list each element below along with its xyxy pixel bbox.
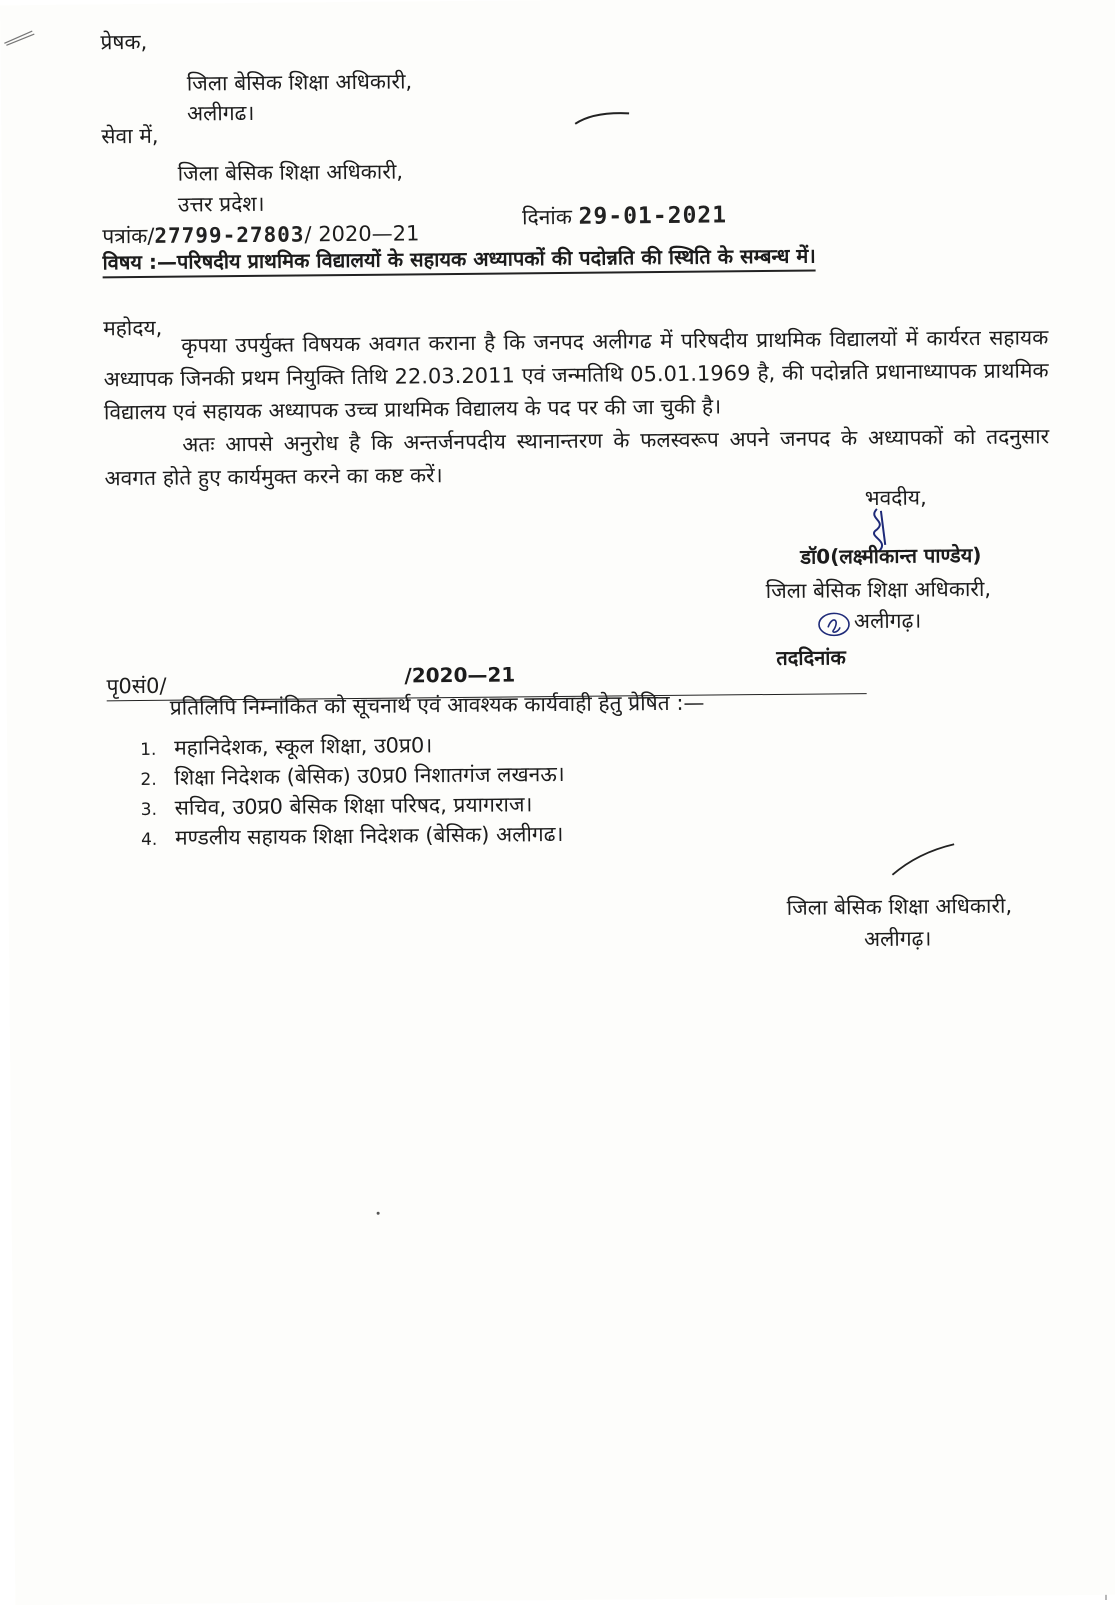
recipient-place: उत्तर प्रदेश। [177, 191, 265, 217]
endorsement-label: पृ0सं0 [106, 673, 160, 699]
subject-line: विषय :—परिषदीय प्राथमिक विद्यालयों के सहायक अध्यापकों की पदोन्नति की स्थिति के सम्बन्ध में। [102, 242, 816, 279]
signatory-place: अलीगढ़। [853, 608, 922, 634]
initial-circle-mark [816, 609, 852, 639]
sender-label: प्रेषक, [100, 29, 148, 55]
sender-designation: जिला बेसिक शिक्षा अधिकारी, [186, 69, 413, 96]
reference-year: 2020—21 [318, 221, 420, 247]
footer-designation: जिला बेसिक शिक्षा अधिकारी, [786, 893, 1013, 920]
body-paragraph-2: अतः आपसे अनुरोध है कि अन्तर्जनपदीय स्थानान्तरण के फलस्वरूप अपने जनपद के अध्यापकों को तदनुसार अवगत होते हुए कार्यमुक्त करने का कष्ट करें। [104, 424, 1050, 491]
date-row [522, 201, 727, 231]
salutation: महोदय, [103, 315, 163, 341]
body-paragraph-1: कृपया उपर्युक्त विषयक अवगत कराना है कि जनपद अलीगढ में परिषदीय प्राथमिक विद्यालयों में कार्यरत सहायक अध्यापक जिनकी प्रथम नियुक्ति तिथि 22.03.2011 एवं जन्मतिथि 05.01.1969 है, की पदोन्नति प्रधानाध्यापक प्राथमिक विद्यालय एवं सहायक अध्यापक उच्च प्राथमिक विद्यालय के पद पर की जा चुकी है। [103, 325, 1049, 425]
copy-list-item [141, 790, 533, 824]
endorsement-date-label: तददिनांक [776, 645, 846, 670]
signatory-name: डॉ0(लक्ष्मीकान्त पाण्डेय) [800, 542, 982, 569]
copy-list-number: 3. [140, 799, 158, 821]
copy-list-text: मण्डलीय सहायक शिक्षा निदेशक (बेसिक) अलीगढ। [174, 821, 564, 850]
copy-list-item [140, 760, 565, 794]
closing-text: भवदीय, [864, 485, 927, 511]
endorsement-year: /2020—21 [404, 662, 516, 688]
sender-place: अलीगढ। [186, 100, 255, 126]
copy-list-number: 4. [140, 829, 158, 851]
handwritten-date: 29-01-2021 [578, 202, 728, 230]
copy-list-text: शिक्षा निदेशक (बेसिक) उ0प्र0 निशातगंज लखनऊ। [174, 761, 565, 790]
endorsement-intro: प्रतिलिपि निम्नांकित को सूचनार्थ एवं आवश्यक कार्यवाही हेतु प्रेषित :— [169, 690, 705, 720]
body-paragraph-1-block [103, 321, 1050, 495]
footer-signature-stroke [888, 838, 958, 879]
copy-list-text: सचिव, उ0प्र0 बेसिक शिक्षा परिषद, प्रयागराज। [174, 792, 533, 820]
recipient-label: सेवा में, [101, 123, 159, 149]
date-label: दिनांक [521, 204, 573, 230]
stray-ink-dot [377, 1212, 380, 1215]
corner-scribble-mark [2, 27, 38, 47]
copy-list-item [140, 731, 432, 764]
reference-label: पत्रांक [102, 223, 148, 249]
recipient-designation: जिला बेसिक शिक्षा अधिकारी, [177, 159, 404, 186]
copy-list-number: 2. [140, 769, 157, 791]
footer-place: अलीगढ़। [863, 926, 932, 952]
copy-list-number: 1. [140, 739, 157, 761]
copy-list-text: महानिदेशक, स्कूल शिक्षा, उ0प्र0। [174, 733, 433, 760]
handwritten-reference-number: 27799-27803 [154, 222, 305, 248]
endorsement-row: पृ0सं0/ [106, 665, 866, 701]
copy-list-item [141, 820, 564, 854]
signatory-designation: जिला बेसिक शिक्षा अधिकारी, [765, 576, 992, 604]
tick-mark [573, 107, 633, 128]
reference-row: पत्रांक/27799-27803/ 2020—21 [102, 221, 420, 249]
